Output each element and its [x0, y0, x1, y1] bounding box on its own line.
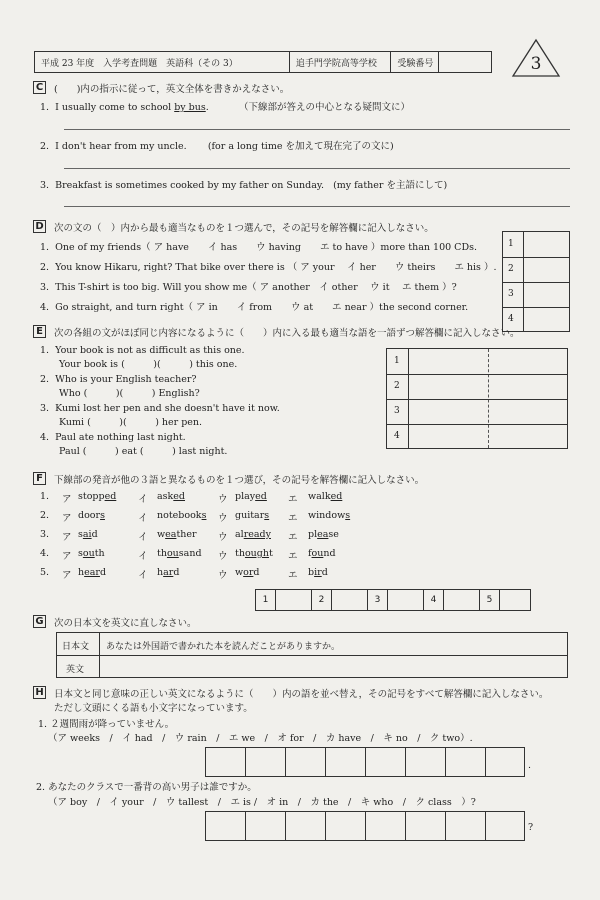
f-row-number: 3. — [40, 529, 50, 540]
e-item-4b: Paul ( ) eat ( ) last night. — [59, 446, 228, 457]
f-choice-marker: エ — [288, 513, 298, 524]
h-q2-answer-row — [205, 811, 525, 841]
h-q1-slot-1[interactable] — [206, 748, 246, 776]
word-part: notebook — [157, 510, 202, 521]
section-h-letter: H — [33, 686, 46, 699]
word-part: nd — [323, 548, 336, 559]
f-choice-word — [78, 491, 116, 502]
f-choice-marker: イ — [138, 551, 148, 562]
h-q2-question-mark: ? — [528, 822, 534, 833]
e-answer-3b-field[interactable] — [489, 400, 567, 423]
f-choice-word — [157, 510, 206, 521]
d-answer-num-1: 1 — [508, 239, 514, 249]
underlined-sound: ed — [173, 491, 186, 502]
d-answer-field-1[interactable] — [524, 233, 569, 256]
section-d-instruction: 次の文の（ ）内から最も適当なものを１つ選んで，その記号を解答欄に記入しなさい。 — [54, 223, 434, 234]
h-q2-slot-2[interactable] — [246, 812, 286, 840]
c-item-3: 3. Breakfast is sometimes cooked by my father on Sunday. (my father を主語にして) — [40, 180, 448, 191]
d-answer-num-4: 4 — [508, 314, 514, 324]
f-row-number: 4. — [40, 548, 50, 559]
section-d-letter: D — [33, 220, 46, 233]
underlined-sound: ough — [244, 548, 269, 559]
f-answer-field-2[interactable] — [332, 590, 368, 610]
underlined-sound: ed — [255, 491, 267, 502]
word-part: al — [235, 529, 244, 540]
h-q1-slot-7[interactable] — [446, 748, 486, 776]
g-answer-table — [56, 632, 568, 678]
underlined-sound: ar — [163, 567, 174, 578]
section-g-instruction: 次の日本文を英文に直しなさい。 — [54, 618, 197, 629]
e-item-3a: 3. Kumi lost her pen and she doesn't have it now. — [40, 403, 280, 414]
h-q2-slot-4[interactable] — [326, 812, 366, 840]
f-choice-marker: ア — [62, 494, 72, 505]
e-item-1a: 1. Your book is not as difficult as this one. — [40, 345, 245, 356]
f-choice-word — [308, 529, 339, 540]
f-choice-word — [78, 529, 98, 540]
e-item-1b: Your book is ( )( ) this one. — [59, 359, 238, 370]
word-part: walk — [308, 491, 331, 502]
word-part: d — [91, 529, 98, 540]
g-ja-text: あなたは外国語で書かれた本を読んだことがありますか。 — [106, 642, 341, 652]
h-q1-slot-6[interactable] — [406, 748, 446, 776]
underlined-sound: or — [243, 567, 254, 578]
d-answer-field-3[interactable] — [524, 283, 569, 306]
underlined-sound: ou — [166, 548, 179, 559]
d-answer-num-3: 3 — [508, 289, 514, 299]
c-answer-line-2[interactable] — [64, 168, 570, 169]
f-answer-field-1[interactable] — [276, 590, 312, 610]
f-choice-word — [308, 548, 336, 559]
exam-title: 平成 23 年度 入学考査問題 英語科（その 3） — [35, 52, 290, 72]
f-choice-word — [235, 510, 269, 521]
word-part: d — [253, 567, 260, 578]
underlined-sound: s — [100, 510, 105, 521]
h-q1-period: . — [528, 760, 532, 771]
h-q2-slot-6[interactable] — [406, 812, 446, 840]
underlined-sound: s — [264, 510, 270, 521]
f-row-number: 1. — [40, 491, 50, 502]
c-answer-line-3[interactable] — [64, 206, 570, 207]
e-item-3b: Kumi ( )( ) her pen. — [59, 417, 203, 428]
h-q1-slot-4[interactable] — [326, 748, 366, 776]
f-answer-row — [255, 589, 531, 611]
page-number: 3 — [530, 54, 542, 74]
section-c-letter: C — [33, 81, 46, 94]
underlined-sound: s — [345, 510, 351, 521]
f-choice-marker: エ — [288, 570, 298, 581]
word-part: b — [308, 567, 315, 578]
f-choice-marker: イ — [138, 513, 148, 524]
word-part: ther — [176, 529, 197, 540]
underlined-sound: ou — [82, 548, 95, 559]
underlined-sound: ai — [82, 529, 92, 540]
g-english-answer-field[interactable] — [101, 656, 567, 677]
f-choice-word — [78, 510, 105, 521]
e-item-2a: 2. Who is your English teacher? — [40, 374, 197, 385]
g-ja-label: 日本文 — [62, 642, 90, 652]
exam-number-field[interactable] — [439, 52, 491, 72]
underlined-sound: ed — [330, 491, 343, 502]
word-part: stopp — [78, 491, 105, 502]
f-choice-word — [157, 529, 197, 540]
exam-header — [34, 51, 492, 73]
d-answer-num-2: 2 — [508, 264, 514, 274]
word-part: w — [157, 529, 166, 540]
f-answer-field-3[interactable] — [388, 590, 424, 610]
f-choice-word — [78, 548, 105, 559]
word-part: se — [328, 529, 339, 540]
d-item-3: 3. This T-shirt is too big. Will you show me（ ア another イ other ウ it エ them ）? — [40, 282, 457, 293]
h-q2-japanese: 2. あなたのクラスで一番背の高い男子は誰ですか。 — [36, 782, 257, 793]
f-row-number: 2. — [40, 510, 50, 521]
f-choice-marker: ア — [62, 551, 72, 562]
d-item-1: 1. One of my friends（ ア have イ has ウ having エ to have ）more than 100 CDs. — [40, 242, 477, 253]
page-number-triangle — [511, 38, 561, 78]
f-answer-num-3: 3 — [368, 590, 388, 610]
word-part: h — [78, 567, 85, 578]
f-choice-marker: ア — [62, 570, 72, 581]
h-q2-slot-5[interactable] — [366, 812, 406, 840]
f-answer-num-4: 4 — [424, 590, 444, 610]
h-q1-slot-5[interactable] — [366, 748, 406, 776]
f-choice-marker: ア — [62, 532, 72, 543]
section-e-letter: E — [33, 325, 46, 338]
h-q2-slot-8[interactable] — [486, 812, 524, 840]
h-q2-slot-3[interactable] — [286, 812, 326, 840]
word-part: h — [157, 567, 164, 578]
f-choice-marker: ウ — [218, 513, 228, 524]
f-row-number: 5. — [40, 567, 50, 578]
f-choice-word — [308, 510, 350, 521]
h-q2-slot-1[interactable] — [206, 812, 246, 840]
underlined-sound: s — [201, 510, 207, 521]
c-item-1: 1. I usually come to school by bus. （下線部が答えの中心となる疑問文に） — [40, 102, 410, 113]
word-part: t — [268, 548, 273, 559]
f-choice-word — [308, 567, 328, 578]
f-choice-marker: イ — [138, 532, 148, 543]
e-answer-num-4: 4 — [394, 431, 400, 441]
word-part: sand — [178, 548, 202, 559]
word-part: th — [94, 548, 105, 559]
e-answer-num-3: 3 — [394, 406, 400, 416]
f-answer-field-5[interactable] — [500, 590, 530, 610]
underlined-sound: ear — [84, 567, 100, 578]
h-q1-answer-row — [205, 747, 525, 777]
word-part: f — [308, 548, 312, 559]
f-choice-marker: イ — [138, 570, 148, 581]
h-q1-words: （ア weeks / イ had / ウ rain / エ we / オ for / カ have / キ no / ク two）. — [48, 733, 473, 744]
f-choice-word — [157, 567, 179, 578]
f-choice-marker: ウ — [218, 551, 228, 562]
word-part: s — [78, 548, 83, 559]
word-part: door — [78, 510, 101, 521]
word-part: ask — [157, 491, 174, 502]
section-f-letter: F — [33, 472, 46, 485]
d-item-4: 4. Go straight, and turn right（ ア in イ from ウ at エ near ）the second corner. — [40, 302, 469, 313]
f-choice-marker: ウ — [218, 570, 228, 581]
f-answer-num-1: 1 — [256, 590, 276, 610]
section-g-letter: G — [33, 615, 46, 628]
h-q1-slot-3[interactable] — [286, 748, 326, 776]
word-part: th — [157, 548, 167, 559]
c-item-2: 2. I don't hear from my uncle. (for a long time を加えて現在完了の文に) — [40, 141, 394, 152]
f-choice-marker: エ — [288, 532, 298, 543]
f-choice-word — [235, 491, 267, 502]
word-part: guitar — [235, 510, 265, 521]
f-answer-num-5: 5 — [480, 590, 500, 610]
word-part: th — [235, 548, 245, 559]
f-choice-word — [78, 567, 106, 578]
word-part: window — [308, 510, 346, 521]
section-f-instruction: 下線部の発音が他の３語と異なるものを１つ選び，その記号を解答欄に記入しなさい。 — [54, 475, 425, 486]
f-choice-word — [235, 529, 271, 540]
word-part: w — [235, 567, 244, 578]
f-choice-marker: ウ — [218, 532, 228, 543]
d-answer-box — [502, 231, 570, 332]
e-answer-4a-field[interactable] — [409, 425, 487, 448]
exam-number-label: 受験番号 — [391, 52, 439, 72]
underlined-sound: ed — [104, 491, 117, 502]
h-q2-words: （ア boy / イ your / ウ tallest / エ is / オ in / カ the / キ who / ク class ）? — [48, 797, 476, 808]
school-name: 追手門学院高等学校 — [290, 52, 392, 72]
word-part: d — [99, 567, 107, 578]
word-part: d — [321, 567, 328, 578]
e-answer-2b-field[interactable] — [489, 375, 567, 398]
f-choice-word — [157, 491, 185, 502]
section-h-instruction: 日本文と同じ意味の正しい英文になるように（ ）内の語を並べ替え，その記号をすべて解答欄に記入しなさい。 — [54, 689, 549, 700]
h-q1-slot-2[interactable] — [246, 748, 286, 776]
h-q2-slot-7[interactable] — [446, 812, 486, 840]
e-answer-num-2: 2 — [394, 381, 400, 391]
section-c-instruction: ( )内の指示に従って，英文全体を書きかえなさい。 — [54, 84, 290, 95]
e-answer-1b-field[interactable] — [489, 350, 567, 373]
underlined-sound: ou — [311, 548, 324, 559]
e-answer-4b-field[interactable] — [489, 425, 567, 448]
h-q1-japanese: 1. ２週間雨が降っていません。 — [38, 719, 175, 730]
word-part: s — [78, 529, 83, 540]
underlined-sound: ir — [314, 567, 322, 578]
f-choice-marker: ウ — [218, 494, 228, 505]
e-answer-num-1: 1 — [394, 356, 400, 366]
e-answer-2a-field[interactable] — [409, 375, 487, 398]
underlined-sound: ea — [165, 529, 177, 540]
d-item-2: 2. You know Hikaru, right? That bike over there is （ ア your イ her ウ theirs エ his ）. — [40, 262, 497, 273]
section-e-instruction: 次の各組の文がほぼ同じ内容になるように（ ）内に入る最も適当な語を一語ずつ解答欄に記入しなさい。 — [54, 328, 520, 339]
h-q1-slot-8[interactable] — [486, 748, 524, 776]
e-item-2b: Who ( )( ) English? — [59, 388, 200, 399]
d-answer-field-2[interactable] — [524, 258, 569, 281]
d-answer-field-4[interactable] — [524, 308, 569, 331]
f-choice-word — [235, 567, 260, 578]
e-answer-1a-field[interactable] — [409, 350, 487, 373]
g-en-label: 英文 — [66, 665, 85, 675]
word-part: play — [235, 491, 256, 502]
f-answer-num-2: 2 — [312, 590, 332, 610]
f-choice-marker: ア — [62, 513, 72, 524]
section-h-instruction-2: ただし文頭にくる語も小文字になっています。 — [54, 703, 253, 714]
underlined-sound: ready — [243, 529, 271, 540]
e-answer-box — [386, 348, 568, 449]
underlined-sound: ea — [317, 529, 329, 540]
f-choice-marker: エ — [288, 494, 298, 505]
e-item-4a: 4. Paul ate nothing last night. — [40, 432, 186, 443]
e-answer-3a-field[interactable] — [409, 400, 487, 423]
c-answer-line-1[interactable] — [64, 129, 570, 130]
f-choice-word — [157, 548, 202, 559]
word-part: pl — [308, 529, 318, 540]
f-choice-word — [235, 548, 273, 559]
f-choice-marker: エ — [288, 551, 298, 562]
f-answer-field-4[interactable] — [444, 590, 480, 610]
underlined-target: by bus — [174, 102, 206, 113]
f-choice-marker: イ — [138, 494, 148, 505]
f-choice-word — [308, 491, 342, 502]
word-part: d — [173, 567, 180, 578]
